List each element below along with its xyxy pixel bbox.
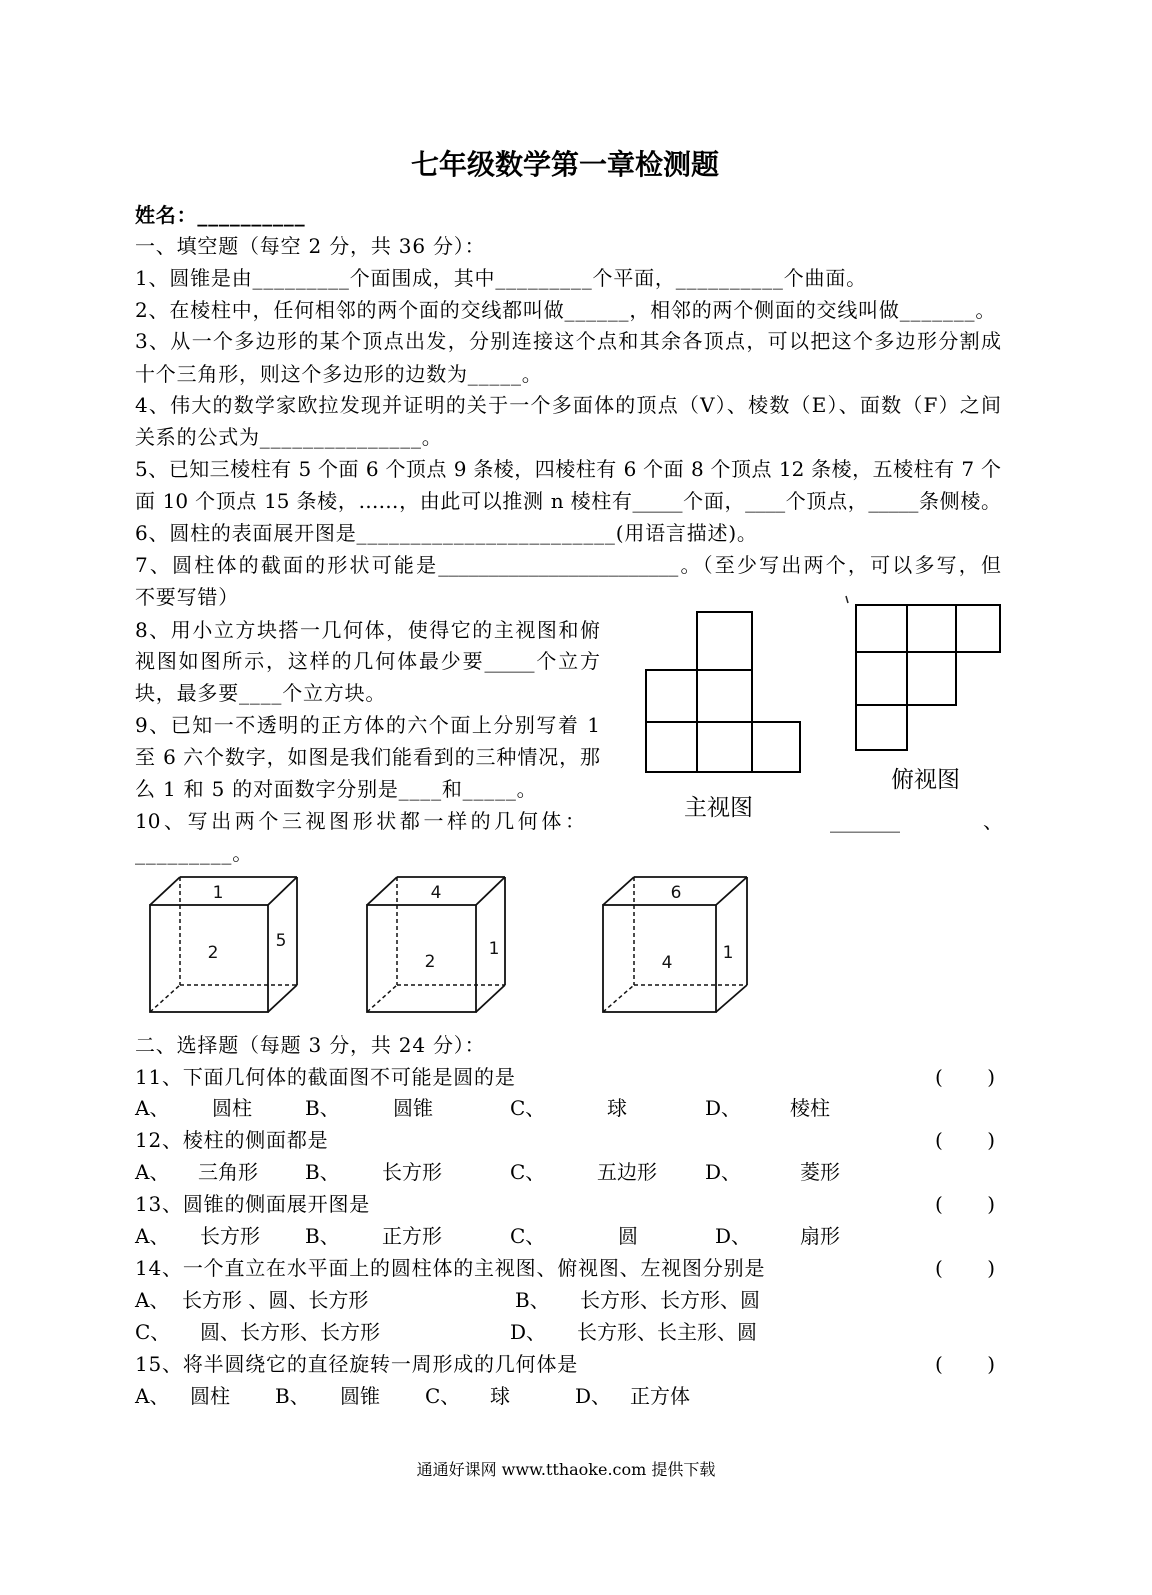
option-letter: C、 (510, 1160, 546, 1184)
option-text: 长方形 (200, 1224, 260, 1248)
option-letter: D、 (575, 1384, 612, 1408)
question-8-line-3: 块，最多要____个立方块。 (135, 681, 387, 705)
cube-edge (367, 877, 397, 905)
question-5-line-2: 面 10 个顶点 15 条棱，……，由此可以推测 n 棱柱有_____个面，____个顶点，_____条侧棱。 (135, 489, 1001, 513)
option-letter: A、 (135, 1096, 170, 1120)
cube-2 (367, 877, 505, 1012)
question-6-line: 6、圆柱的表面展开图是________________________(用语言描述)。 (135, 521, 758, 545)
option-letter: A、 (135, 1288, 170, 1312)
cube-edge (476, 877, 505, 905)
top-view-cell (907, 652, 956, 705)
question-9-line-1: 9、已知一不透明的正方体的六个面上分别写着 1 (135, 713, 600, 737)
cubes-figure (140, 865, 760, 1020)
question-9-line-2: 至 6 六个数字，如图是我们能看到的三种情况，那 (135, 745, 600, 769)
cube-edge (476, 985, 505, 1012)
cube-edge (603, 877, 634, 905)
question-8-line-2: 视图如图所示，这样的几何体最少要_____个立方 (135, 649, 600, 673)
answer-parentheses: ( ) (935, 1352, 996, 1376)
question-14-stem: 14、一个直立在水平面上的圆柱体的主视图、俯视图、左视图分别是 (135, 1256, 766, 1280)
front-view-cell (752, 722, 800, 772)
option-text: 长方形 (382, 1160, 442, 1184)
cube-front-face (367, 905, 476, 1012)
option-letter: B、 (305, 1096, 340, 1120)
stray-mark (846, 596, 848, 603)
option-letter: A、 (135, 1384, 170, 1408)
front-view-cell (697, 670, 752, 722)
name-row (135, 203, 305, 227)
question-13-stem: 13、圆锥的侧面展开图是 (135, 1192, 371, 1216)
option-text: 扇形 (800, 1224, 840, 1248)
page-title: 七年级数学第一章检测题 (410, 148, 719, 181)
view-grids-figure (640, 595, 1010, 780)
question-11-stem: 11、下面几何体的截面图不可能是圆的是 (135, 1065, 516, 1089)
top-view-cell (856, 605, 907, 652)
answer-parentheses: ( ) (935, 1128, 996, 1152)
question-1-line: 1、圆锥是由_________个面围成，其中_________个平面，__________个曲面。 (135, 266, 867, 290)
cube-hidden-edge (367, 985, 397, 1012)
option-letter: C、 (425, 1384, 461, 1408)
cube-front-number: 4 (661, 953, 673, 973)
question-4-line-1: 4、伟大的数学家欧拉发现并证明的关于一个多面体的顶点（V）、棱数（E）、面数（F）之间 (135, 393, 1001, 417)
answer-parentheses: ( ) (935, 1065, 996, 1089)
top-view-grid (856, 605, 1000, 750)
question-7-line-1: 7、圆柱体的截面的形状可能是________________________。（至少写出两个，可以多写，但 (135, 553, 1001, 577)
option-letter: B、 (515, 1288, 550, 1312)
option-letter: C、 (510, 1096, 546, 1120)
cube-edge (716, 985, 747, 1012)
option-letter: B、 (305, 1224, 340, 1248)
question-10-line-1: 10、写出两个三视图形状都一样的几何体： (135, 809, 585, 833)
option-letter: D、 (715, 1224, 752, 1248)
name-label: 姓名： (135, 203, 198, 227)
option-letter: B、 (275, 1384, 310, 1408)
front-view-grid (646, 612, 800, 772)
question-5-line-1: 5、已知三棱柱有 5 个面 6 个顶点 9 条棱，四棱柱有 6 个面 8 个顶点 12 条棱，五棱柱有 7 个 (135, 457, 1001, 481)
top-view-cell (856, 705, 907, 750)
option-text: 菱形 (800, 1160, 840, 1184)
option-text: 圆 (618, 1224, 638, 1248)
cube-hidden-edge (603, 985, 634, 1012)
cube-edge (716, 877, 747, 905)
option-letter: C、 (510, 1224, 546, 1248)
question-10-separator: 、 (983, 809, 1003, 833)
top-view-cell (956, 605, 1000, 652)
option-text: 圆、长方形、长方形 (200, 1320, 380, 1344)
option-text: 圆柱 (212, 1096, 252, 1120)
cube-top-number: 4 (430, 883, 442, 903)
question-2-line: 2、在棱柱中，任何相邻的两个面的交线都叫做______，相邻的两个侧面的交线叫做_______。 (135, 298, 997, 322)
question-9-line-3: 么 1 和 5 的对面数字分别是____和_____。 (135, 777, 538, 801)
cube-3 (603, 877, 747, 1012)
option-text: 棱柱 (790, 1096, 830, 1120)
question-10-blank: _______ (830, 809, 900, 833)
question-3-line-2: 十个三角形，则这个多边形的边数为_____。 (135, 362, 543, 386)
cube-front-number: 2 (424, 952, 436, 972)
front-view-cell (646, 670, 697, 722)
cube-1 (150, 877, 297, 1012)
question-4-line-2: 关系的公式为_______________。 (135, 425, 443, 449)
cube-edge (268, 985, 297, 1012)
option-text: 圆柱 (190, 1384, 230, 1408)
option-text: 长方形、长主形、圆 (577, 1320, 757, 1344)
cube-edge (268, 877, 297, 905)
cube-top-number: 6 (670, 883, 682, 903)
answer-parentheses: ( ) (935, 1192, 996, 1216)
option-text: 球 (607, 1096, 627, 1120)
option-text: 三角形 (198, 1160, 258, 1184)
option-letter: A、 (135, 1160, 170, 1184)
option-letter: A、 (135, 1224, 170, 1248)
option-text: 长方形、长方形、圆 (580, 1288, 760, 1312)
option-letter: D、 (705, 1096, 742, 1120)
option-text: 长方形 、圆、长方形 (182, 1288, 369, 1312)
option-text: 球 (490, 1384, 510, 1408)
name-blank: __________ (197, 203, 306, 227)
section-heading-fill-in: 一、填空题（每空 2 分，共 36 分）： (135, 234, 486, 258)
cube-front-face (603, 905, 716, 1012)
option-text: 五边形 (597, 1160, 657, 1184)
option-letter: B、 (305, 1160, 340, 1184)
option-letter: D、 (510, 1320, 547, 1344)
option-text: 圆锥 (393, 1096, 433, 1120)
option-letter: D、 (705, 1160, 742, 1184)
cube-right-number: 1 (488, 939, 500, 959)
cube-edge (150, 877, 180, 905)
question-7-line-2: 不要写错） (135, 585, 239, 609)
cube-top-number: 1 (212, 883, 224, 903)
question-3-line-1: 3、从一个多边形的某个顶点出发，分别连接这个点和其余各顶点，可以把这个多边形分割成 (135, 329, 1001, 353)
option-letter: C、 (135, 1320, 171, 1344)
top-view-cell (907, 605, 956, 652)
cube-right-number: 1 (722, 943, 734, 963)
front-view-cell (697, 612, 752, 670)
top-view-cell (856, 652, 907, 705)
cube-hidden-edge (150, 985, 180, 1012)
front-view-label: 主视图 (684, 795, 753, 821)
page-footer: 通通好课网 www.tthaoke.com 提供下载 (416, 1460, 716, 1479)
question-8-line-1: 8、用小立方块搭一几何体，使得它的主视图和俯 (135, 618, 600, 642)
front-view-cell (646, 722, 697, 772)
question-12-stem: 12、棱柱的侧面都是 (135, 1128, 329, 1152)
option-text: 正方体 (630, 1384, 690, 1408)
question-15-stem: 15、将半圆绕它的直径旋转一周形成的几何体是 (135, 1352, 579, 1376)
answer-parentheses: ( ) (935, 1256, 996, 1280)
section-heading-multiple-choice: 二、选择题（每题 3 分，共 24 分）： (135, 1033, 486, 1057)
cube-right-number: 5 (275, 931, 287, 951)
cube-front-number: 2 (207, 943, 219, 963)
option-text: 圆锥 (340, 1384, 380, 1408)
top-view-label: 俯视图 (891, 767, 960, 793)
option-text: 正方形 (382, 1224, 442, 1248)
front-view-cell (697, 722, 752, 772)
question-10-line-2: _________。 (135, 841, 253, 865)
